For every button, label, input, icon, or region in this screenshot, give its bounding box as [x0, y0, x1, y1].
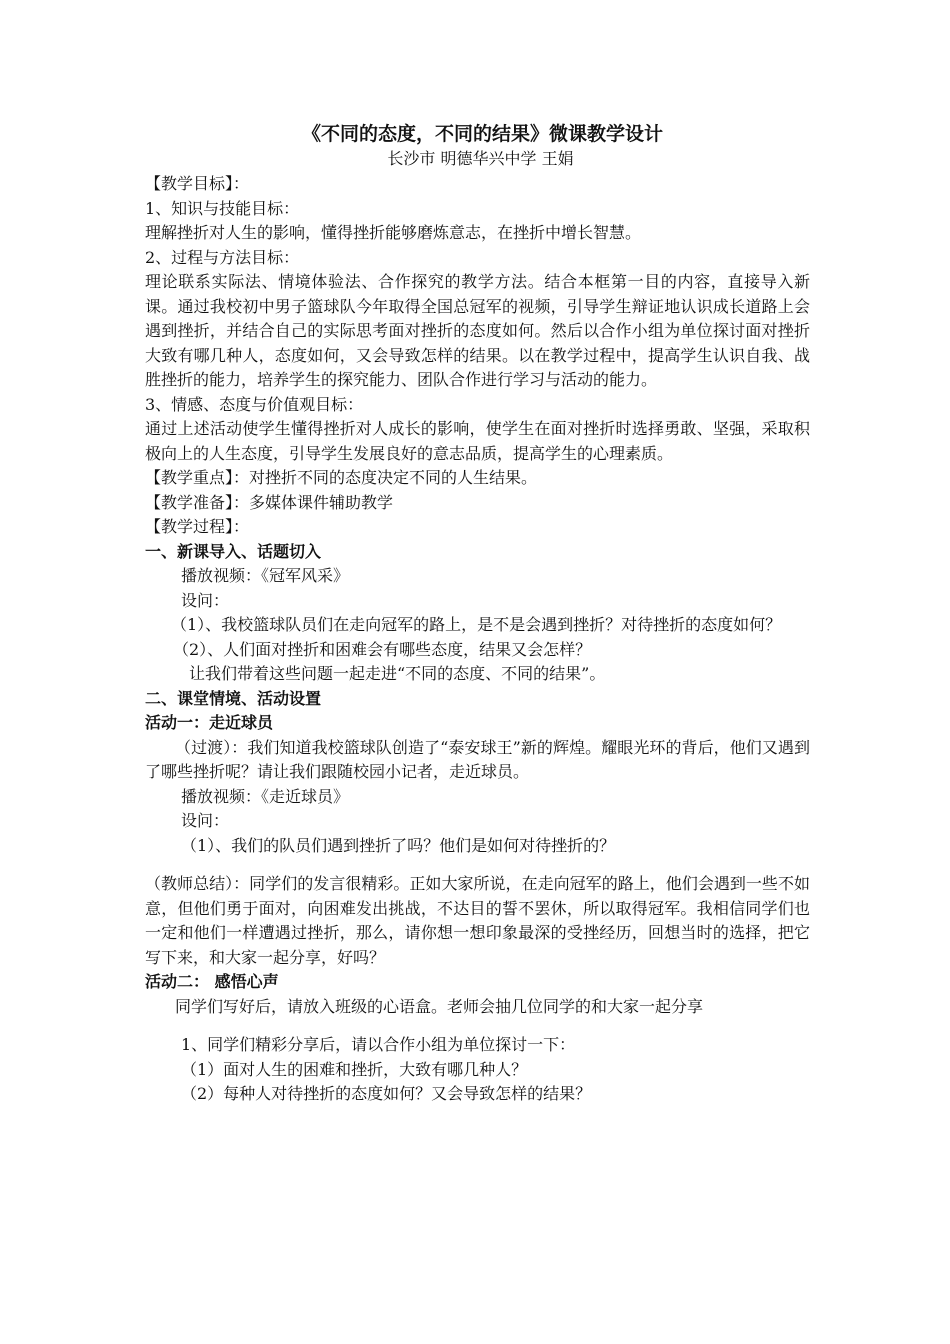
spacer — [145, 1019, 810, 1033]
activity-1-heading: 活动一：走近球员 — [145, 713, 274, 732]
section-1-question-1: （1）、我校篮球队员们在走向冠军的路上，是不是会遇到挫折？对待挫折的态度如何？ — [171, 615, 782, 634]
section-1-question-2: （2）、人们面对挫折和困难会有哪些态度，结果又会怎样？ — [173, 639, 592, 659]
objective-3-title: 3、情感、态度与价值观目标： — [145, 394, 364, 414]
document-body — [145, 120, 810, 1107]
section-1-heading: 一、新课导入、话题切入 — [145, 541, 322, 561]
activity-1-video: 播放视频：《走近球员》 — [181, 786, 350, 806]
activity-1-transition: （过渡）：我们知道我校篮球队创造了“泰安球王”新的辉煌。耀眼光环的背后，他们又遇到了哪些挫折呢？请让我们跟随校园小记者，走近球员。 — [145, 737, 810, 781]
objective-1-text: 理解挫折对人生的影响，懂得挫折能够磨炼意志，在挫折中增长智慧。 — [145, 223, 642, 242]
teaching-focus: 【教学重点】：对挫折不同的态度决定不同的人生结果。 — [145, 468, 538, 487]
objective-3-text: 通过上述活动使学生懂得挫折对人成长的影响，使学生在面对挫折时选择勇敢、坚强，采取积极向上的人生态度，引导学生发展良好的意志品质，提高学生的心理素质。 — [145, 419, 810, 463]
section-1-video: 播放视频：《冠军风采》 — [181, 566, 350, 585]
teacher-summary: （教师总结）：同学们的发言很精彩。正如大家所说，在走向冠军的路上，他们会遇到一些不如意，但他们勇于面对，向困难发出挑战，不达目的誓不罢休，所以取得冠军。我相信同学们也一定和他们一样遭遇过挫折，那么，请你想一想印象最深的受挫经历，回想当时的选择，把它写下来，和大家一起分享，好吗？ — [145, 874, 810, 967]
page-title: 《不同的态度，不同的结果》微课教学设计 — [301, 123, 663, 145]
objective-2-title: 2、过程与方法目标： — [145, 247, 300, 267]
activity-1-ask: 设问： — [181, 811, 230, 830]
section-1-ask: 设问： — [181, 590, 230, 610]
teaching-process-heading: 【教学过程】： — [145, 517, 250, 536]
objective-2-text: 理论联系实际法、情境体验法、合作探究的教学方法。结合本框第一目的内容，直接导入新课。通过我校初中男子篮球队今年取得全国总冠军的视频，引导学生辩证地认识成长道路上会遇到挫折，并结合自己的实际思考面对挫折的态度如何。然后以合作小组为单位探讨面对挫折大致有哪几种人，态度如何，又会导致怎样的结果。以在教学过程中，提高学生认识自我、战胜挫折的能力，培养学生的探究能力、团队合作进行学习与活动的能力。 — [145, 272, 810, 389]
activity-2-text: 同学们写好后，请放入班级的心语盒。老师会抽几位同学的和大家一起分享 — [175, 996, 704, 1016]
section-2-heading: 二、课堂情境、活动设置 — [145, 688, 322, 708]
author-line: 长沙市 明德华兴中学 王娟 — [387, 149, 574, 168]
section-1-lead: 让我们带着这些问题一起走进“不同的态度、不同的结果”。 — [189, 664, 606, 683]
activity-1-question-1: （1）、我们的队员们遇到挫折了吗？他们是如何对待挫折的？ — [181, 835, 616, 855]
discussion-prompt: 1、同学们精彩分享后，请以合作小组为单位探讨一下： — [181, 1035, 576, 1054]
objectives-heading: 【教学目标】： — [145, 174, 250, 193]
discussion-question-1: （1）面对人生的困难和挫折，大致有哪几种人？ — [181, 1059, 528, 1079]
activity-2-heading: 活动二： 感悟心声 — [145, 972, 279, 991]
objective-1-title: 1、知识与技能目标： — [145, 198, 300, 218]
spacer — [145, 858, 810, 872]
teaching-prep: 【教学准备】：多媒体课件辅助教学 — [145, 492, 394, 512]
discussion-question-2: （2）每种人对待挫折的态度如何？又会导致怎样的结果？ — [181, 1084, 592, 1103]
